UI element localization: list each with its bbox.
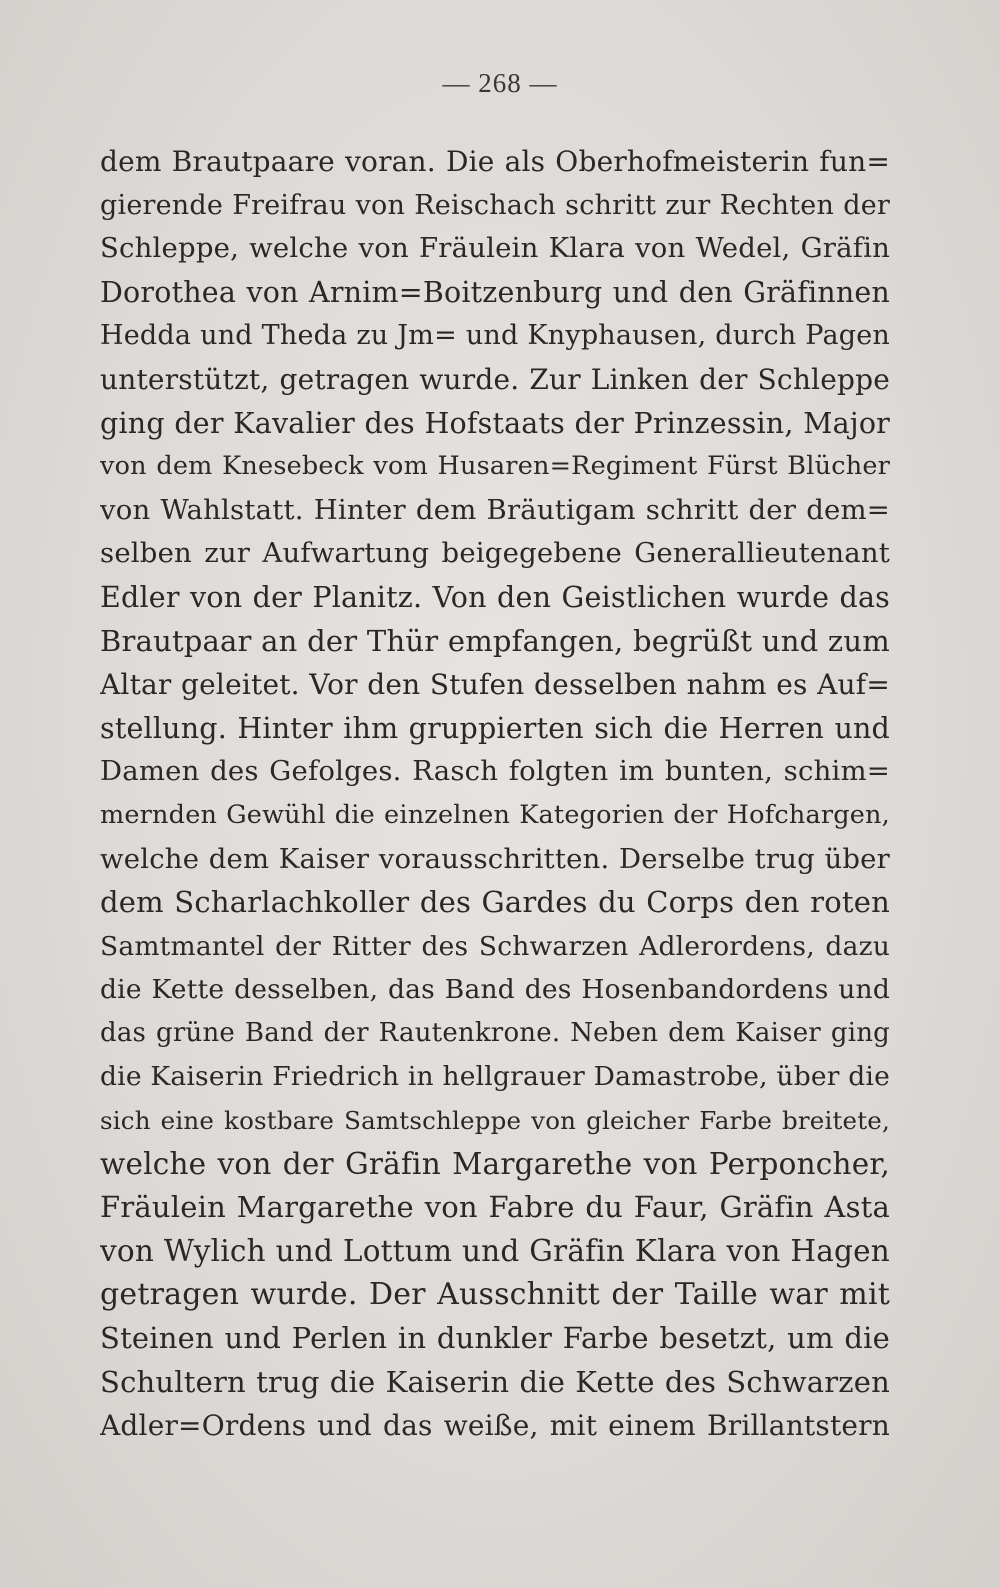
text-line: das grüne Band der Rautenkrone. Neben dem Kaiser ging (100, 1017, 890, 1048)
text-line: welche dem Kaiser vorausschritten. Derselbe trug über (100, 842, 890, 875)
text-line: Damen des Gefolges. Rasch folgten im bunten, schim= (100, 755, 890, 788)
text-line: selben zur Aufwartung beigegebene Generallieutenant (100, 537, 890, 570)
text-line: von Wahlstatt. Hinter dem Bräutigam schritt der dem= (100, 493, 890, 526)
text-line: gierende Freifrau von Reischach schritt zur Rechten der (100, 189, 890, 221)
body-text (100, 140, 890, 1448)
text-line: Hedda und Theda zu Jm= und Knyphausen, durch Pagen (100, 320, 890, 352)
text-line: die Kette desselben, das Band des Hosenbandordens und (100, 974, 890, 1006)
text-line: sich eine kostbare Samtschleppe von gleicher Farbe breitete, (100, 1106, 890, 1136)
text-line: Samtmantel der Ritter des Schwarzen Adlerordens, dazu (100, 930, 890, 962)
text-line: von dem Knesebeck vom Husaren=Regiment Fürst Blücher (100, 451, 890, 482)
text-line: mernden Gewühl die einzelnen Kategorien der Hofchargen, (100, 799, 890, 830)
text-line: Altar geleitet. Vor den Stufen desselben nahm es Auf= (100, 668, 890, 702)
text-line: Schleppe, welche von Fräulein Klara von Wedel, Gräfin (100, 232, 890, 265)
text-line: welche von der Gräfin Margarethe von Perponcher, (100, 1146, 890, 1181)
text-line: Edler von der Planitz. Von den Geistlichen wurde das (100, 580, 890, 614)
text-line: dem Brautpaare voran. Die als Oberhofmeisterin fun= (100, 145, 890, 178)
text-line: unterstützt, getragen wurde. Zur Linken der Schleppe (100, 362, 890, 396)
text-line: ging der Kavalier des Hofstaats der Prinzessin, Major (100, 406, 890, 440)
text-line: getragen wurde. Der Ausschnitt der Taille war mit (100, 1277, 890, 1313)
text-line: dem Scharlachkoller des Gardes du Corps den roten (100, 885, 890, 920)
text-line: Schultern trug die Kaiserin die Kette des Schwarzen (100, 1364, 890, 1399)
text-line: Steinen und Perlen in dunkler Farbe besetzt, um die (100, 1321, 890, 1356)
text-line: Brautpaar an der Thür empfangen, begrüßt und zum (100, 623, 890, 658)
text-line: von Wylich und Lottum und Gräfin Klara von Hagen (100, 1233, 890, 1268)
text-line: Fräulein Margarethe von Fabre du Faur, Gräfin Asta (100, 1190, 890, 1225)
text-line: die Kaiserin Friedrich in hellgrauer Damastrobe, über die (100, 1061, 890, 1093)
text-line: Dorothea von Arnim=Boitzenburg und den Gräfinnen (100, 275, 890, 309)
text-line: stellung. Hinter ihm gruppierten sich die Herren und (100, 711, 890, 745)
text-line: Adler=Ordens und das weiße, mit einem Brillantstern (100, 1409, 890, 1443)
page-number: — 268 — (442, 68, 558, 98)
